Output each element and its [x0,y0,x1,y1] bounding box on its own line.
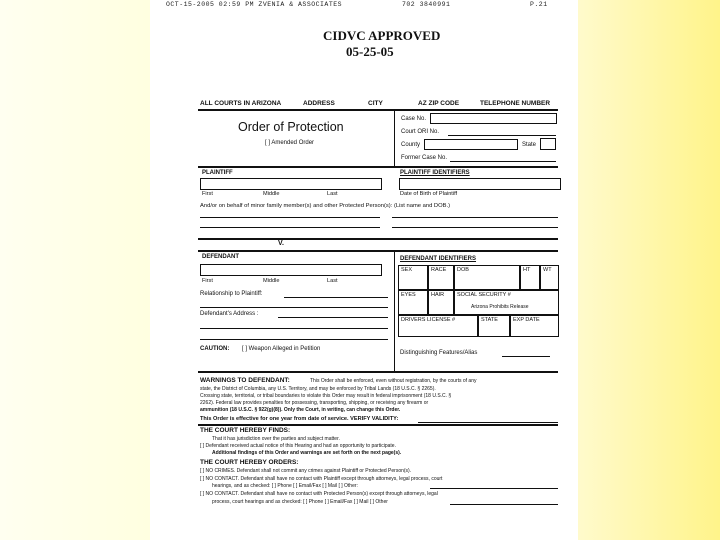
race-cell[interactable] [428,265,454,290]
ht-label: HT [523,267,531,273]
court-ori-field[interactable] [448,135,556,136]
orders-other-field-2[interactable] [450,504,558,505]
amended-order-checkbox[interactable]: [ ] Amended Order [265,140,315,146]
defendant-label: DEFENDANT [202,254,239,260]
ht-cell[interactable] [520,265,540,290]
distinguishing-features-label: Distinguishing Features/Alias [400,350,478,356]
arizona-prohibits-release: Arizona Prohibits Release [471,304,529,310]
header-city: CITY [368,100,383,107]
warnings-line-2: state, the District of Columbia, any U.S. Territory, and may be enforced by Tribal Lands (18 U.S.C. § 2265). [200,386,436,392]
wt-cell[interactable] [540,265,559,290]
plaintiff-first: First [202,191,213,197]
protected-line-2a[interactable] [200,227,380,228]
warnings-line-4: 2262). Federal law provides penalties for possessing, transporting, shipping, or receiving any firearm or [200,400,429,406]
case-no-field[interactable] [430,113,557,124]
dob-label: DOB [457,267,469,273]
orders-no-crimes[interactable]: [ ] NO CRIMES. Defendant shall not commit any crimes against Plaintiff or Protected Person(s). [200,468,412,474]
effective-notice: This Order is effective for one year from date of service. VERIFY VALIDITY: [200,416,399,422]
defendant-address-line-2[interactable] [200,328,388,329]
hair-cell[interactable] [428,290,454,315]
section-rule-4 [198,371,558,373]
versus-label: V. [278,240,284,247]
plaintiff-last: Last [327,191,338,197]
orders-no-contact-protected-options[interactable]: process, court hearings and as checked: [ ] Phone [ ] Email/Fax [ ] Mail [ ] Other [212,499,388,505]
section-rule-3 [198,250,558,252]
orders-no-contact-protected[interactable]: [ ] NO CONTACT. Defendant shall have no contact with Protected Person(s) except through attorneys, legal [200,491,438,497]
sex-cell[interactable] [398,265,428,290]
document-page [150,0,578,540]
findings-line-1: That it has jurisdiction over the parties and subject matter. [212,436,340,442]
plaintiff-dob-label: Date of Birth of Plaintiff [400,191,458,197]
verify-validity-field[interactable] [418,422,558,423]
plaintiff-label: PLAINTIFF [202,170,233,176]
distinguishing-features-field[interactable] [502,356,550,357]
orders-other-field-1[interactable] [430,488,558,489]
defendant-identifiers-title: DEFENDANT IDENTIFIERS [400,256,477,262]
defendant-name-field[interactable] [200,264,382,276]
protected-line-1a[interactable] [200,217,380,218]
ssn-cell[interactable] [454,290,559,315]
dl-state-cell[interactable] [478,315,510,337]
orders-no-contact-plaintiff[interactable]: [ ] NO CONTACT. Defendant shall have no contact with Plaintiff except through attorneys, legal process, court [200,476,443,482]
protected-persons-label: And/or on behalf of minor family member(s) and other Protected Person(s): (List name and DOB.) [200,203,451,209]
warnings-line-5: ammunition (18 U.S.C. § 922(g)(8)). Only the Court, in writing, can change this Order. [200,407,401,413]
plaintiff-identifiers-label: PLAINTIFF IDENTIFIERS [400,170,470,176]
sex-label: SEX [401,267,413,273]
race-label: RACE [431,267,447,273]
header-all-courts: ALL COURTS IN ARIZONA [200,100,282,107]
ssn-label: SOCIAL SECURITY # [457,292,511,298]
dob-cell[interactable] [454,265,520,290]
county-field[interactable] [424,139,518,150]
defendant-last: Last [327,278,338,284]
page-title: Order of Protection [238,120,344,134]
fax-header-page: P.21 [530,1,548,8]
section-rule-1 [198,166,558,168]
section-rule-2 [198,238,558,240]
left-background [0,0,150,540]
findings-heading: THE COURT HEREBY FINDS: [200,427,291,434]
state-label: State [522,142,537,148]
dl-exp-date-cell[interactable] [510,315,559,337]
defendant-middle: Middle [263,278,280,284]
warnings-line-1: This Order shall be enforced, even without registration, by the courts of any [310,378,477,384]
hair-label: HAIR [431,292,445,298]
court-ori-label: Court ORI No. [401,129,440,135]
approval-stamp-date: 05-25-05 [346,44,394,59]
eyes-cell[interactable] [398,290,428,315]
drivers-license-label: DRIVERS LICENSE # [401,317,456,323]
state-field[interactable] [540,138,556,150]
defendant-divider [394,251,395,371]
dl-state-label: STATE [481,317,498,323]
plaintiff-dob-field[interactable] [399,178,561,190]
relationship-line-2[interactable] [200,307,388,308]
eyes-label: EYES [401,292,416,298]
dl-exp-date-label: EXP DATE [513,317,540,323]
header-telephone: TELEPHONE NUMBER [480,100,551,107]
caution-label: CAUTION: [200,346,230,352]
weapon-alleged-checkbox[interactable]: [ ] Weapon Alleged in Petition [242,346,321,352]
defendant-address-label: Defendant's Address : [200,311,259,317]
orders-heading: THE COURT HEREBY ORDERS: [200,459,299,466]
fax-header-phone: 702 3840991 [402,1,451,8]
findings-line-2[interactable]: [ ] Defendant received actual notice of this Hearing and had an opportunity to participate. [200,443,396,449]
county-label: County [401,142,421,148]
former-case-label: Former Case No. [401,155,448,161]
former-case-field[interactable] [450,161,556,162]
warnings-heading: WARNINGS TO DEFENDANT: [200,377,290,384]
protected-line-1b[interactable] [392,217,558,218]
orders-no-contact-plaintiff-options[interactable]: hearings, and as checked: [ ] Phone [ ] Email/Fax [ ] Mail [ ] Other: [212,483,358,489]
defendant-first: First [202,278,213,284]
fax-header-left: OCT-15-2005 02:59 PM ZVENIA & ASSOCIATES [166,1,343,8]
section-rule-5 [198,424,558,426]
defendant-address-line-3[interactable] [200,339,388,340]
wt-label: WT [543,267,552,273]
relationship-field[interactable] [284,297,388,298]
findings-line-3: Additional findings of this Order and warnings are set forth on the next page(s). [212,450,402,456]
case-no-label: Case No. [401,116,427,122]
plaintiff-name-field[interactable] [200,178,382,190]
relationship-label: Relationship to Plaintiff: [200,291,263,297]
approval-stamp-title: CIDVC APPROVED [323,28,441,43]
plaintiff-middle: Middle [263,191,280,197]
drivers-license-cell[interactable] [398,315,478,337]
header-az-zip: AZ ZIP CODE [418,100,460,107]
defendant-address-field[interactable] [278,317,388,318]
title-divider [394,110,395,166]
header-rule [198,109,558,111]
right-background [578,0,720,540]
warnings-line-3: Crossing state, territorial, or tribal boundaries to violate this Order may result in federal imprisonment (18 U.S.C. § [200,393,452,399]
protected-line-2b[interactable] [392,227,558,228]
header-address: ADDRESS [303,100,335,107]
